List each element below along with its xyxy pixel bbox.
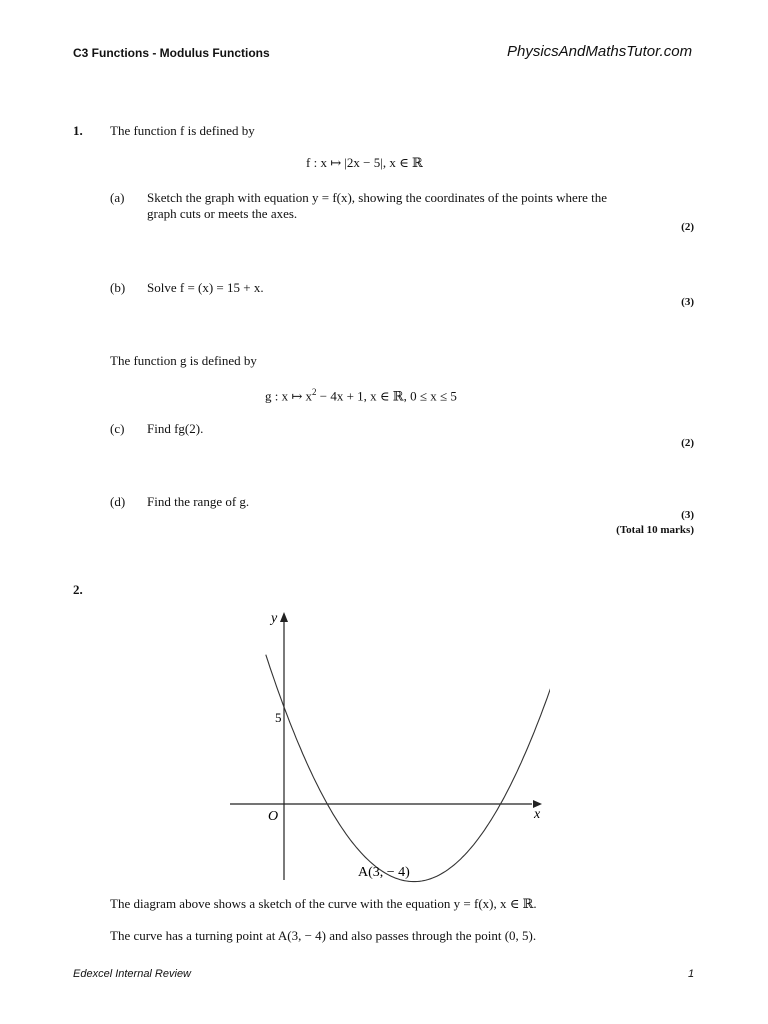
q1c-text: Find fg(2).: [147, 421, 204, 436]
q1c-marks: (2): [681, 437, 694, 449]
header-site: PhysicsAndMathsTutor.com: [507, 43, 693, 60]
q1a-text: Sketch the graph with equation y = f(x), showing the coordinates of the points where the: [147, 190, 608, 205]
q1b-marks: (3): [681, 296, 694, 308]
q2-graph: [220, 600, 550, 885]
q1c-label: (c): [110, 421, 125, 436]
footer-page-number: 1: [688, 968, 695, 980]
y-intercept-label: 5: [275, 710, 282, 725]
q1a-label: (a): [110, 190, 125, 205]
parabola-curve: [266, 655, 550, 882]
q1-g-def-part1: g : x ↦ x: [265, 388, 313, 404]
q1b-text: Solve f = (x) = 15 + x.: [147, 280, 264, 295]
header-title: C3 Functions - Modulus Functions: [73, 46, 270, 60]
q1d-marks: (3): [681, 509, 694, 521]
turning-point-label: A(3, − 4): [358, 865, 410, 880]
q1-number: 1.: [73, 123, 83, 138]
q1-g-def-exponent: 2: [312, 387, 317, 397]
q1d-text: Find the range of g.: [147, 494, 250, 509]
q1d-label: (d): [110, 494, 126, 509]
q1-total-marks: (Total 10 marks): [616, 524, 694, 536]
q2-number: 2.: [73, 582, 83, 597]
q2-description-line1: The diagram above shows a sketch of the curve with the equation y = f(x), x ∈ ℝ.: [110, 896, 537, 911]
q1b-label: (b): [110, 280, 126, 295]
q1a-text-line2: graph cuts or meets the axes.: [147, 206, 298, 221]
footer-source: Edexcel Internal Review: [73, 968, 192, 980]
q1-g-intro: The function g is defined by: [110, 353, 257, 368]
q1a-marks: (2): [681, 221, 694, 233]
origin-label: O: [268, 809, 279, 824]
y-axis-arrow: [280, 612, 288, 622]
q1-g-definition: [265, 387, 457, 404]
x-axis-label: x: [534, 807, 541, 822]
q2-description-line2: The curve has a turning point at A(3, − 4) and also passes through the point (0, 5).: [110, 928, 537, 943]
y-axis-label: y: [271, 611, 278, 626]
q1-g-def-part2: − 4x + 1, x ∈ ℝ, 0 ≤ x ≤ 5: [316, 388, 457, 404]
q1-intro: The function f is defined by: [110, 123, 255, 138]
q1-f-definition: f : x ↦ |2x − 5|, x ∈ ℝ: [306, 155, 423, 170]
